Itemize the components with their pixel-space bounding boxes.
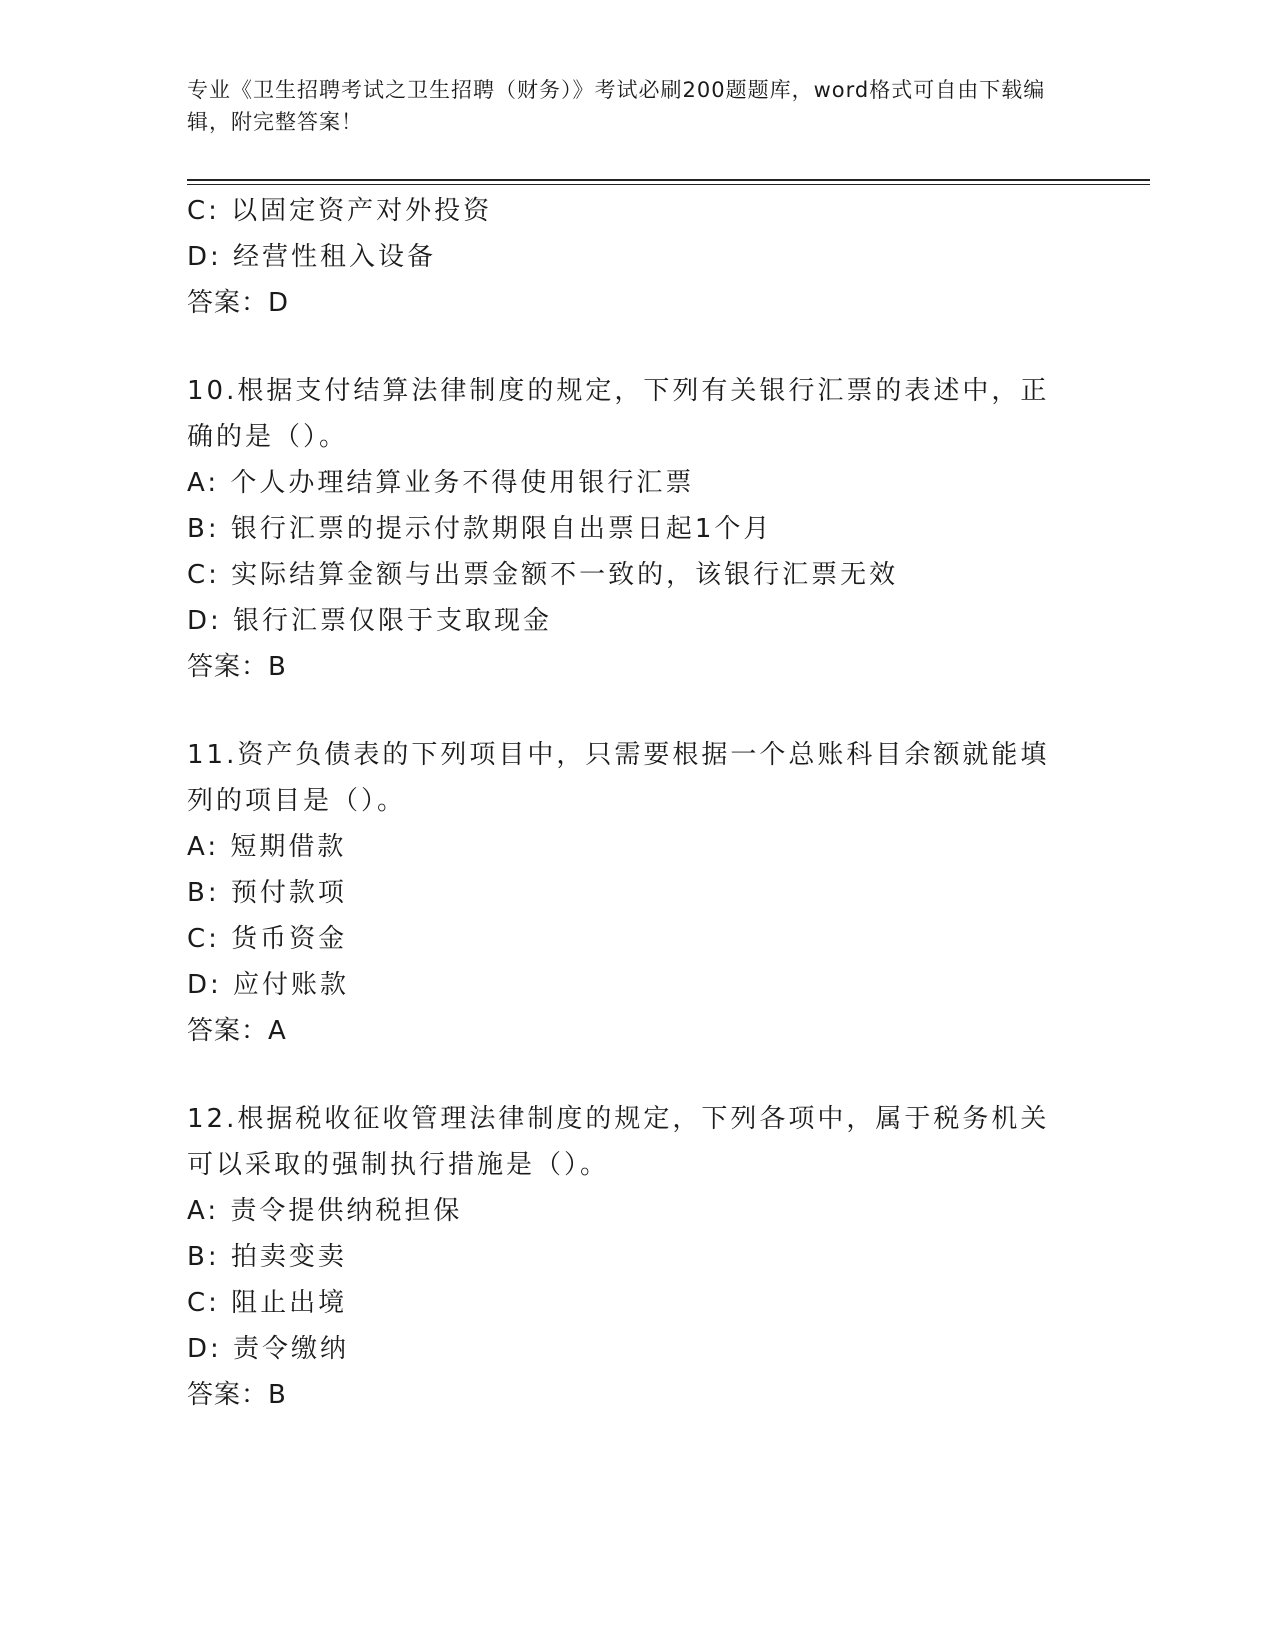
option-a: A: 个人办理结算业务不得使用银行汇票 xyxy=(187,468,695,498)
option-d: D: 责令缴纳 xyxy=(187,1334,350,1364)
option-c: C: 以固定资产对外投资 xyxy=(187,196,493,226)
question-stem: 11.资产负债表的下列项目中，只需要根据一个总账科目余额就能填列的项目是（）。 xyxy=(187,740,1050,816)
question-12 xyxy=(187,1096,1087,1418)
option-c: C: 货币资金 xyxy=(187,924,348,954)
option-b: B: 预付款项 xyxy=(187,878,347,908)
question-list xyxy=(187,188,1087,1418)
document-header: 专业《卫生招聘考试之卫生招聘（财务）》考试必刷200题题库，word格式可自由下载编辑，附完整答案！ xyxy=(187,78,1046,134)
option-d: D: 经营性租入设备 xyxy=(187,242,437,272)
header-rule-thin xyxy=(187,184,1150,185)
option-c: C: 实际结算金额与出票金额不一致的，该银行汇票无效 xyxy=(187,560,899,590)
spacer xyxy=(187,1054,1087,1096)
prev-question xyxy=(187,188,1087,326)
answer: 答案：D xyxy=(187,288,290,318)
option-c: C: 阻止出境 xyxy=(187,1288,348,1318)
question-10 xyxy=(187,368,1087,690)
answer: 答案：A xyxy=(187,1016,287,1046)
option-b: B: 银行汇票的提示付款期限自出票日起1个月 xyxy=(187,514,773,544)
question-stem: 12.根据税收征收管理法律制度的规定，下列各项中，属于税务机关可以采取的强制执行措施是（）。 xyxy=(187,1104,1050,1180)
option-d: D: 银行汇票仅限于支取现金 xyxy=(187,606,553,636)
option-b: B: 拍卖变卖 xyxy=(187,1242,347,1272)
question-stem: 10.根据支付结算法律制度的规定，下列有关银行汇票的表述中，正确的是（）。 xyxy=(187,376,1050,452)
question-11 xyxy=(187,732,1087,1054)
option-a: A: 短期借款 xyxy=(187,832,347,862)
option-d: D: 应付账款 xyxy=(187,970,350,1000)
option-a: A: 责令提供纳税担保 xyxy=(187,1196,463,1226)
header-rule-thick xyxy=(187,179,1150,181)
answer: 答案：B xyxy=(187,1380,287,1410)
spacer xyxy=(187,690,1087,732)
spacer xyxy=(187,326,1087,368)
answer: 答案：B xyxy=(187,652,287,682)
